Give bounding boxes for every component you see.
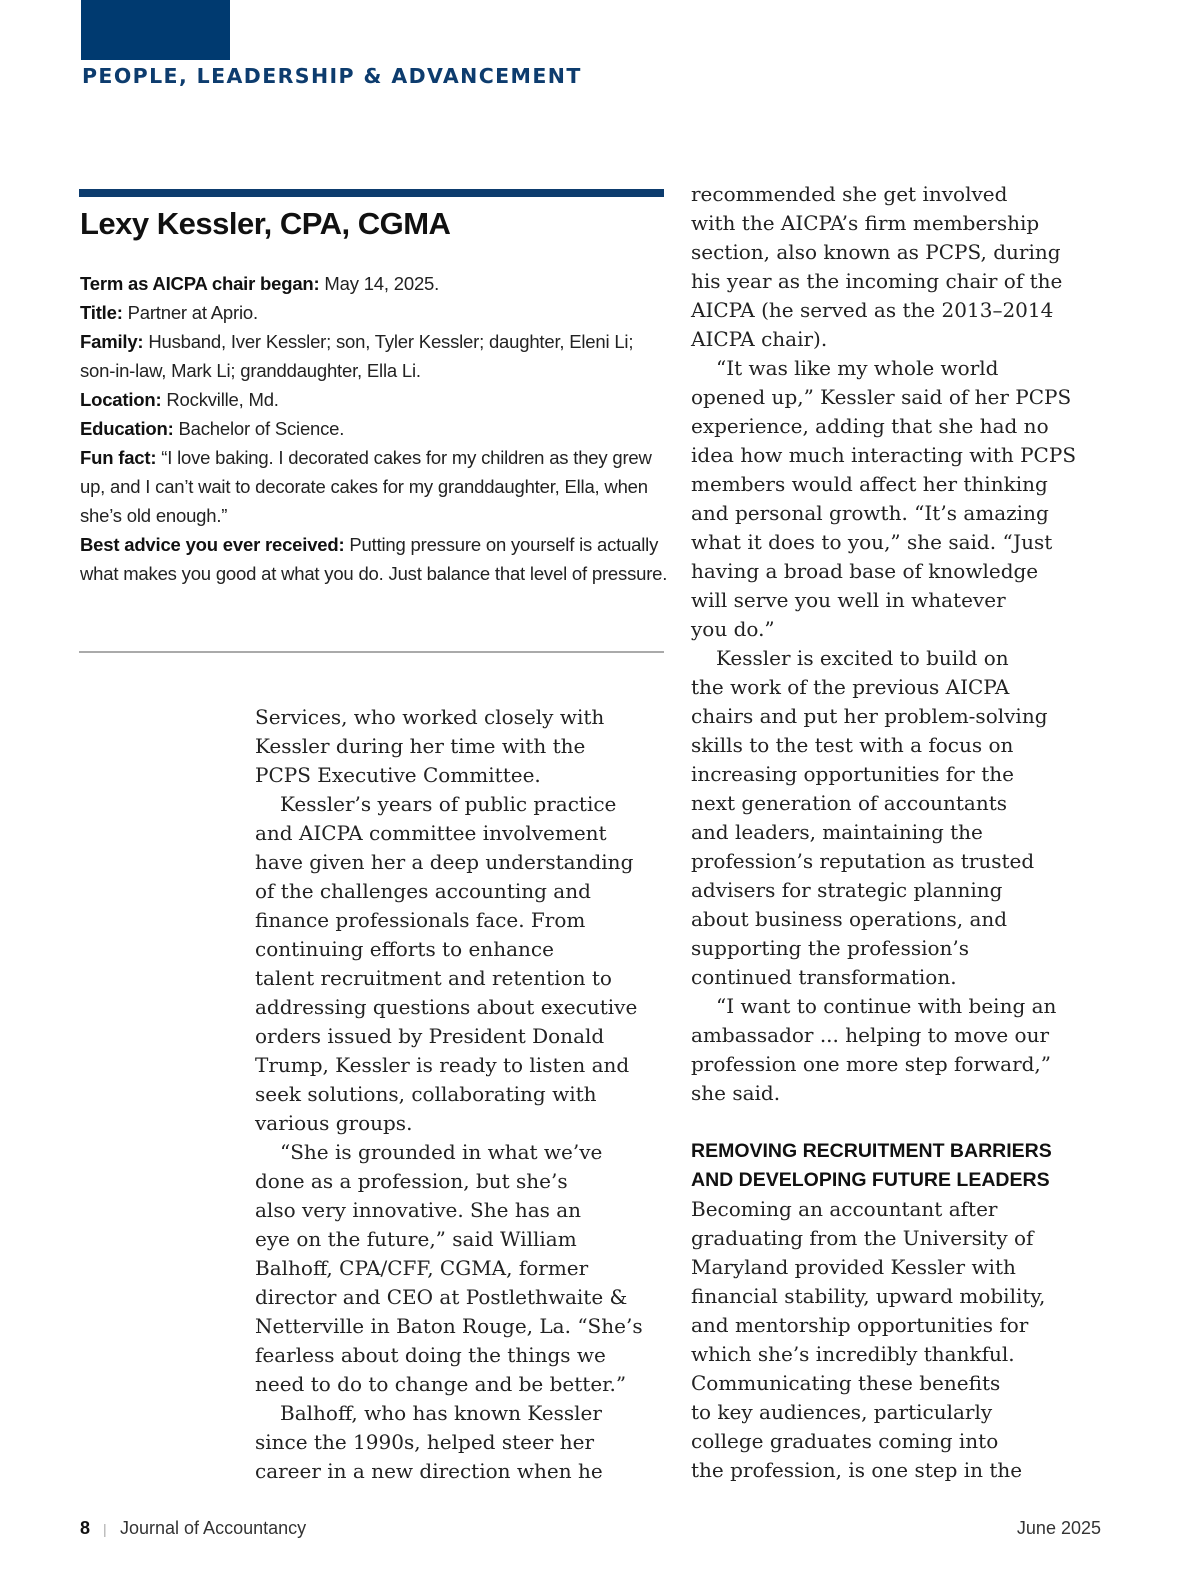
text-line — [691, 1108, 1076, 1137]
text-line: since the 1990s, helped steer her — [255, 1430, 595, 1454]
text-line: skills to the test with a focus on — [691, 733, 1014, 757]
fact-item — [80, 414, 670, 443]
text-line: and mentorship opportunities for — [691, 1313, 1029, 1337]
footer-separator: | — [103, 1521, 107, 1537]
text-line: finance professionals face. From — [255, 908, 586, 932]
paragraph — [255, 1138, 643, 1399]
text-line: idea how much interacting with PCPS — [691, 443, 1077, 467]
text-line: to key audiences, particularly — [691, 1400, 993, 1424]
text-line: talent recruitment and retention to — [255, 966, 612, 990]
profile-facts — [80, 269, 670, 588]
text-line: the work of the previous AICPA — [691, 675, 1010, 699]
fact-value: May 14, 2025. — [319, 273, 440, 294]
fact-value: “I love baking. I decorated cakes for my children as they grew up, and I can’t wait to decorate cakes for my granddaughter, Ella, when she’s old enough.” — [80, 447, 652, 526]
text-line: Communicating these benefits — [691, 1371, 1001, 1395]
fact-label: Family: — [80, 331, 144, 352]
text-line: you do.” — [691, 617, 775, 641]
text-line: ambassador ... helping to move our — [691, 1023, 1050, 1047]
text-line: orders issued by President Donald — [255, 1024, 605, 1048]
text-line: career in a new direction when he — [255, 1459, 603, 1483]
spacer — [691, 1108, 1076, 1137]
text-line: have given her a deep understanding — [255, 850, 634, 874]
text-line: profession’s reputation as trusted — [691, 849, 1035, 873]
text-line: Balhoff, who has known Kessler — [280, 1401, 602, 1425]
text-line: “It was like my whole world — [716, 356, 999, 380]
paragraph — [255, 1399, 643, 1486]
fact-item — [80, 298, 670, 327]
text-line: and AICPA committee involvement — [255, 821, 607, 845]
text-line: profession one more step forward,” — [691, 1052, 1052, 1076]
profile-bottom-rule — [79, 651, 664, 653]
text-line: addressing questions about executive — [255, 995, 638, 1019]
paragraph — [691, 992, 1076, 1108]
text-line: Kessler’s years of public practice — [280, 792, 617, 816]
fact-item — [80, 443, 670, 530]
text-line: she said. — [691, 1081, 781, 1105]
text-line: various groups. — [255, 1111, 413, 1135]
fact-item — [80, 269, 670, 298]
text-line: Balhoff, CPA/CFF, CGMA, former — [255, 1256, 589, 1280]
text-line: members would affect her thinking — [691, 472, 1048, 496]
text-line: PCPS Executive Committee. — [255, 763, 541, 787]
text-line: the profession, is one step in the — [691, 1458, 1023, 1482]
text-line: opened up,” Kessler said of her PCPS — [691, 385, 1072, 409]
text-line: REMOVING RECRUITMENT BARRIERS — [691, 1140, 1052, 1162]
text-line: Trump, Kessler is ready to listen and — [255, 1053, 630, 1077]
text-line: seek solutions, collaborating with — [255, 1082, 597, 1106]
text-line: Becoming an accountant after — [691, 1197, 998, 1221]
text-line: Services, who worked closely with — [255, 705, 605, 729]
text-line: of the challenges accounting and — [255, 879, 591, 903]
text-line: “She is grounded in what we’ve — [280, 1140, 603, 1164]
fact-label: Title: — [80, 302, 123, 323]
text-line: will serve you well in whatever — [691, 588, 1006, 612]
text-line: AICPA (he served as the 2013–2014 — [691, 298, 1054, 322]
text-line: advisers for strategic planning — [691, 878, 1003, 902]
fact-item — [80, 327, 670, 385]
text-line: increasing opportunities for the — [691, 762, 1014, 786]
text-line: experience, adding that she had no — [691, 414, 1049, 438]
fact-item — [80, 385, 670, 414]
section-title: PEOPLE, LEADERSHIP & ADVANCEMENT — [82, 64, 582, 88]
text-line: section, also known as PCPS, during — [691, 240, 1061, 264]
text-line: continuing efforts to enhance — [255, 937, 554, 961]
subheading — [691, 1137, 1076, 1195]
text-line: director and CEO at Postlethwaite & — [255, 1285, 628, 1309]
paragraph — [691, 354, 1076, 644]
fact-item — [80, 530, 670, 588]
text-line: Kessler is excited to build on — [716, 646, 1009, 670]
fact-value: Partner at Aprio. — [122, 302, 258, 323]
page-number: 8 — [80, 1518, 91, 1538]
text-line: college graduates coming into — [691, 1429, 999, 1453]
paragraph — [255, 790, 643, 1138]
paragraph — [691, 644, 1076, 992]
fact-value: Putting pressure on yourself is actually what makes you good at what you do. Just balance that level of pressure. — [80, 534, 668, 584]
fact-label: Fun fact: — [80, 447, 157, 468]
text-line: what it does to you,” she said. “Just — [691, 530, 1053, 554]
text-line: fearless about doing the things we — [255, 1343, 606, 1367]
paragraph — [255, 703, 643, 790]
text-line: supporting the profession’s — [691, 936, 970, 960]
fact-label: Education: — [80, 418, 174, 439]
text-line: which she’s incredibly thankful. — [691, 1342, 1015, 1366]
text-line: continued transformation. — [691, 965, 957, 989]
journal-name: Journal of Accountancy — [120, 1518, 307, 1538]
fact-value: Bachelor of Science. — [173, 418, 345, 439]
profile-name: Lexy Kessler, CPA, CGMA — [80, 206, 451, 241]
text-line: and personal growth. “It’s amazing — [691, 501, 1049, 525]
text-line: eye on the future,” said William — [255, 1227, 577, 1251]
text-line: his year as the incoming chair of the — [691, 269, 1063, 293]
text-line: chairs and put her problem-solving — [691, 704, 1048, 728]
fact-label: Best advice you ever received: — [80, 534, 345, 555]
text-line: and leaders, maintaining the — [691, 820, 983, 844]
paragraph — [691, 180, 1076, 354]
text-line: having a broad base of knowledge — [691, 559, 1039, 583]
fact-value: Husband, Iver Kessler; son, Tyler Kessler; daughter, Eleni Li; son-in-law, Mark Li; granddaughter, Ella Li. — [80, 331, 634, 381]
text-line: “I want to continue with being an — [716, 994, 1057, 1018]
fact-value: Rockville, Md. — [161, 389, 279, 410]
text-line: need to do to change and be better.” — [255, 1372, 627, 1396]
text-line: recommended she get involved — [691, 182, 1008, 206]
paragraph — [691, 1195, 1076, 1485]
body-column-left — [255, 703, 643, 1486]
text-line: done as a profession, but she’s — [255, 1169, 568, 1193]
body-column-right — [691, 180, 1076, 1485]
text-line: graduating from the University of — [691, 1226, 1034, 1250]
text-line: Netterville in Baton Rouge, La. “She’s — [255, 1314, 643, 1338]
fact-label: Location: — [80, 389, 162, 410]
text-line: AICPA chair). — [691, 327, 828, 351]
text-line: Kessler during her time with the — [255, 734, 586, 758]
section-color-block — [81, 0, 230, 60]
text-line: about business operations, and — [691, 907, 1008, 931]
text-line: AND DEVELOPING FUTURE LEADERS — [691, 1169, 1050, 1191]
fact-label: Term as AICPA chair began: — [80, 273, 320, 294]
text-line: financial stability, upward mobility, — [691, 1284, 1046, 1308]
profile-top-rule — [79, 189, 664, 197]
text-line: next generation of accountants — [691, 791, 1008, 815]
text-line: Maryland provided Kessler with — [691, 1255, 1016, 1279]
text-line: also very innovative. She has an — [255, 1198, 582, 1222]
issue-date: June 2025 — [1016, 1518, 1101, 1538]
text-line: with the AICPA’s firm membership — [691, 211, 1040, 235]
